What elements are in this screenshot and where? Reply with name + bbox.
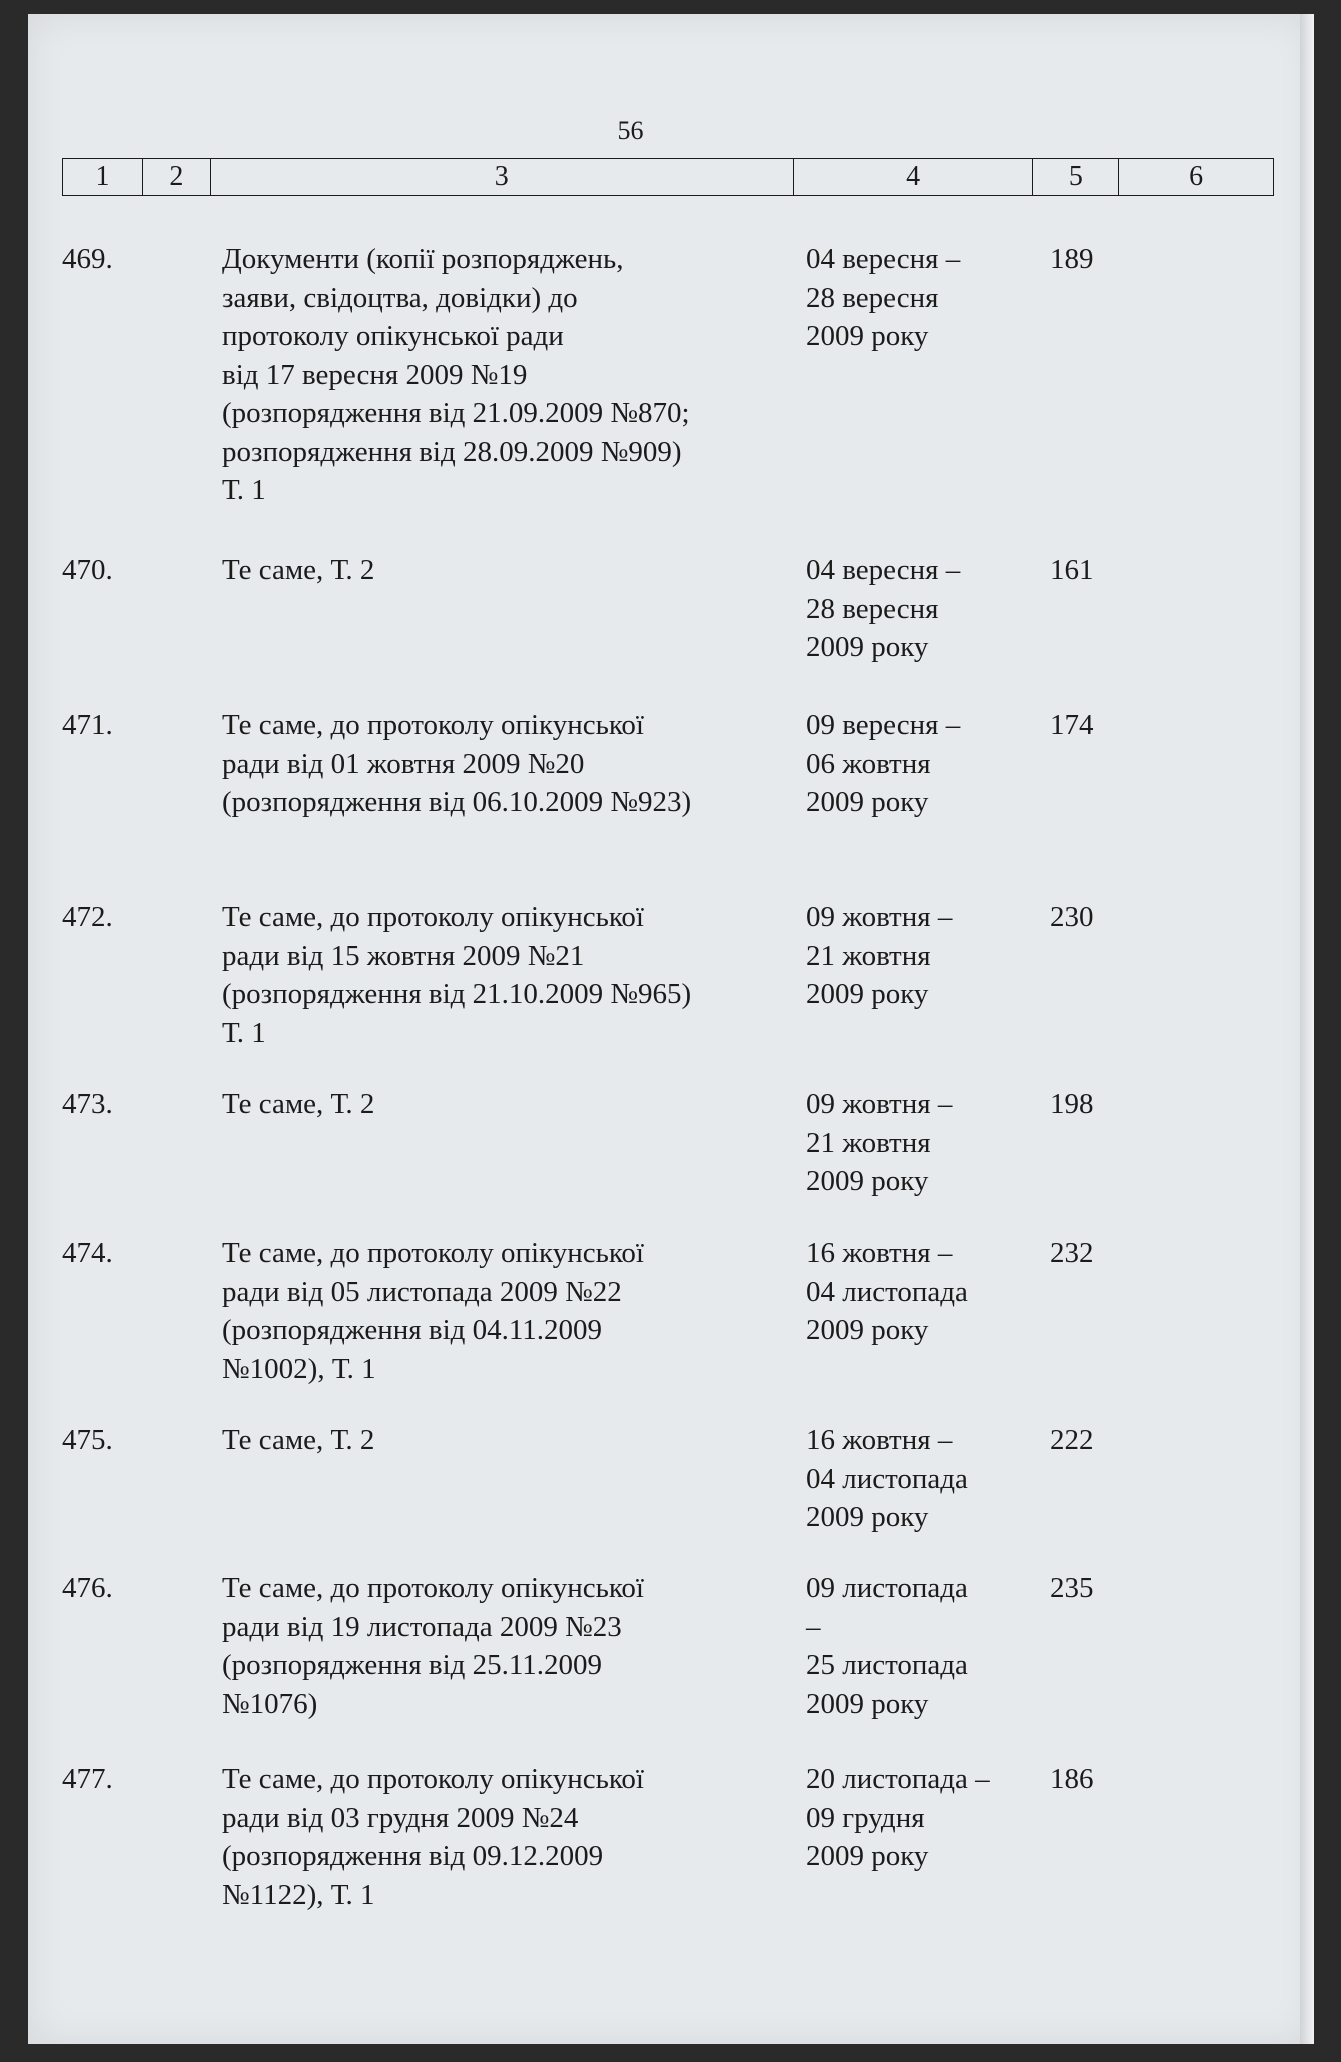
date-line: 09 листопада: [806, 1572, 968, 1604]
page-edge: [1300, 14, 1314, 2044]
column-header-5: 5: [1033, 159, 1119, 195]
record-dates: [806, 1234, 1036, 1350]
record-dates: [806, 1760, 1036, 1876]
record-dates: [806, 1421, 1036, 1537]
description-line: від 17 вересня 2009 №19: [222, 358, 528, 391]
record-number: 473.: [62, 1088, 113, 1120]
record-dates: [806, 1085, 1036, 1201]
date-line: 04 листопада: [806, 1275, 968, 1308]
description-line: ради від 05 листопада 2009 №22: [222, 1275, 622, 1308]
description-line: розпорядження від 28.09.2009 №909): [222, 435, 682, 468]
record-sheet-count: 198: [1050, 1088, 1094, 1120]
description-line: Те саме, до протоколу опікунської: [222, 1237, 644, 1269]
description-line: (розпорядження від 21.09.2009 №870;: [222, 397, 690, 429]
description-line: №1122), Т. 1: [222, 1878, 375, 1911]
column-header-4: 4: [794, 159, 1034, 195]
record-number: 470.: [62, 554, 113, 586]
record-description: [222, 240, 792, 510]
date-line: 09 жовтня –: [806, 901, 953, 933]
description-line: (розпорядження від 25.11.2009: [222, 1649, 603, 1681]
record-number: 476.: [62, 1572, 113, 1604]
record-description: [222, 1569, 792, 1723]
column-header-2: 2: [143, 159, 211, 195]
description-line: Те саме, до протоколу опікунської: [222, 901, 644, 933]
description-line: №1076): [222, 1687, 318, 1720]
description-line: Те саме, до протоколу опікунської: [222, 1763, 644, 1795]
date-line: 04 вересня –: [806, 554, 961, 586]
record-description: [222, 898, 792, 1052]
record-sheet-count: 230: [1050, 901, 1094, 933]
record-sheet-count: 174: [1050, 709, 1094, 741]
column-header-1: 1: [63, 159, 143, 195]
description-line: Те саме, до протоколу опікунської: [222, 1572, 644, 1604]
date-line: 06 жовтня: [806, 747, 931, 780]
date-line: 2009 року: [806, 1840, 929, 1872]
date-line: 2009 року: [806, 320, 929, 352]
description-line: ради від 01 жовтня 2009 №20: [222, 747, 585, 780]
record-sheet-count: 189: [1050, 243, 1094, 275]
record-description: [222, 706, 792, 822]
description-line: (розпорядження від 09.12.2009: [222, 1840, 604, 1872]
description-line: (розпорядження від 21.10.2009 №965): [222, 978, 692, 1010]
description-line: Те саме, Т. 2: [222, 554, 375, 586]
description-line: Т. 1: [222, 474, 266, 506]
description-line: заяви, свідоцтва, довідки) до: [222, 281, 578, 314]
description-line: Те саме, до протоколу опікунської: [222, 709, 644, 741]
column-header-row: [62, 158, 1274, 196]
description-line: Те саме, Т. 2: [222, 1088, 375, 1120]
date-line: 2009 року: [806, 631, 929, 663]
date-line: 2009 року: [806, 1314, 929, 1346]
date-line: 04 листопада: [806, 1462, 968, 1495]
description-line: №1002), Т. 1: [222, 1352, 376, 1385]
record-number: 477.: [62, 1763, 113, 1795]
record-number: 472.: [62, 901, 113, 933]
date-line: 16 жовтня –: [806, 1237, 953, 1269]
date-line: 09 грудня: [806, 1801, 925, 1834]
record-description: [222, 1085, 792, 1124]
date-line: 2009 року: [806, 786, 929, 818]
page-number: 56: [617, 116, 644, 145]
date-line: 2009 року: [806, 1687, 929, 1720]
record-sheet-count: 222: [1050, 1424, 1094, 1456]
record-description: [222, 1760, 792, 1914]
record-number: 474.: [62, 1237, 113, 1269]
description-line: (розпорядження від 06.10.2009 №923): [222, 786, 692, 818]
date-line: 09 жовтня –: [806, 1088, 953, 1120]
record-number: 471.: [62, 709, 113, 741]
date-line: 09 вересня –: [806, 709, 961, 741]
date-line: 04 вересня –: [806, 243, 961, 275]
description-line: Т. 1: [222, 1016, 266, 1049]
record-description: [222, 551, 792, 590]
record-dates: [806, 706, 1036, 822]
date-line: 20 листопада –: [806, 1763, 990, 1795]
date-line: 21 жовтня: [806, 939, 931, 972]
date-line: 2009 року: [806, 978, 929, 1010]
document-page: [28, 14, 1314, 2044]
date-line: 28 вересня: [806, 281, 939, 314]
column-header-6: 6: [1189, 161, 1204, 192]
date-line: 2009 року: [806, 1165, 929, 1197]
description-line: ради від 15 жовтня 2009 №21: [222, 939, 585, 972]
record-number: 475.: [62, 1424, 113, 1456]
date-line: –: [806, 1610, 821, 1643]
description-line: протоколу опікунської ради: [222, 320, 564, 352]
record-sheet-count: 235: [1050, 1572, 1094, 1604]
record-dates: [806, 240, 1036, 356]
date-line: 21 жовтня: [806, 1126, 931, 1159]
record-dates: [806, 1569, 1036, 1723]
description-line: Те саме, Т. 2: [222, 1424, 375, 1456]
column-header-3: 3: [211, 159, 794, 195]
record-sheet-count: 161: [1050, 554, 1094, 586]
record-description: [222, 1421, 792, 1460]
record-dates: [806, 551, 1036, 667]
date-line: 25 листопада: [806, 1649, 968, 1681]
record-description: [222, 1234, 792, 1388]
description-line: Документи (копії розпоряджень,: [222, 243, 624, 275]
date-line: 16 жовтня –: [806, 1424, 953, 1456]
date-line: 2009 року: [806, 1501, 929, 1533]
description-line: ради від 03 грудня 2009 №24: [222, 1801, 579, 1834]
description-line: ради від 19 листопада 2009 №23: [222, 1610, 622, 1643]
record-sheet-count: 186: [1050, 1763, 1094, 1795]
date-line: 28 вересня: [806, 592, 939, 625]
record-sheet-count: 232: [1050, 1237, 1094, 1269]
record-number: 469.: [62, 243, 113, 275]
record-dates: [806, 898, 1036, 1014]
description-line: (розпорядження від 04.11.2009: [222, 1314, 603, 1346]
